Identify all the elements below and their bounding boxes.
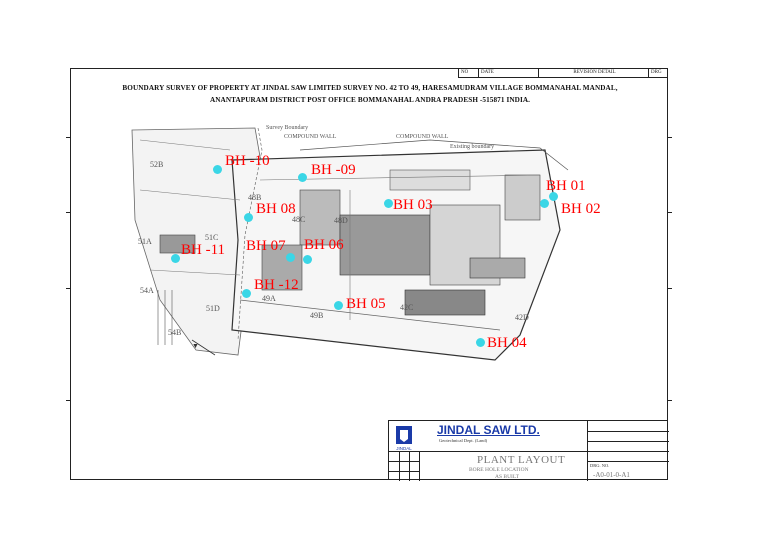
tb-divider xyxy=(587,431,669,432)
tb-divider xyxy=(389,461,419,462)
plot-label: 51A xyxy=(138,237,152,246)
borehole-marker-bh11[interactable] xyxy=(171,254,180,263)
drg-no-label: DRG. NO. xyxy=(590,463,610,468)
drawing-description-2: AS BUILT xyxy=(495,474,520,480)
borehole-label-bh08: BH 08 xyxy=(256,201,296,217)
north-arrow-icon: ▼ xyxy=(192,342,199,350)
borehole-label-bh03: BH 03 xyxy=(393,197,433,213)
borehole-label-bh05: BH 05 xyxy=(346,296,386,312)
borehole-marker-bh03[interactable] xyxy=(384,199,393,208)
borehole-marker-bh09[interactable] xyxy=(298,173,307,182)
plot-label: 48C xyxy=(292,215,306,224)
tb-divider xyxy=(419,451,420,481)
building xyxy=(470,258,525,278)
existing-boundary-label: Existing boundary xyxy=(450,144,495,150)
borehole-marker-bh08[interactable] xyxy=(244,213,253,222)
plot-label: 49A xyxy=(262,294,276,303)
rev-cell-no: NO xyxy=(458,68,478,77)
building xyxy=(390,170,470,190)
drawing-title: PLANT LAYOUT xyxy=(477,454,566,466)
compound-wall-label: COMPOUND WALL xyxy=(284,134,337,140)
borehole-label-bh06: BH 06 xyxy=(304,237,344,253)
company-name: JINDAL SAW LTD. xyxy=(437,423,540,437)
logo-text: JINDAL xyxy=(396,446,412,451)
plot-label: 52B xyxy=(150,160,164,169)
building xyxy=(340,215,430,275)
borehole-label-bh11: BH -11 xyxy=(181,242,226,258)
survey-boundary-label: Survey Boundary xyxy=(266,125,309,131)
survey-title-line-2: ANANTAPURAM DISTRICT POST OFFICE BOMMANAHAL ANDRA PRADESH -515871 INDIA. xyxy=(209,96,531,104)
plot-label: 51D xyxy=(206,304,220,313)
plot-label: 42C xyxy=(400,303,414,312)
borehole-marker-bh06[interactable] xyxy=(303,255,312,264)
compound-wall-label: COMPOUND WALL xyxy=(396,134,449,140)
plot-label: 42D xyxy=(515,313,529,322)
survey-title-line-1: BOUNDARY SURVEY OF PROPERTY AT JINDAL SAW LIMITED SURVEY NO. 42 TO 49, HARESAMUDRAM VILLAGE BOMMANAHAL MANDAL, xyxy=(122,84,618,92)
tb-divider xyxy=(587,441,669,442)
plot-label: 51C xyxy=(205,233,219,242)
drawing-number: -A0-01-0-A1 xyxy=(593,471,630,479)
tb-divider xyxy=(399,451,400,481)
plot-label: 54A xyxy=(140,286,154,295)
borehole-label-bh10: BH -10 xyxy=(225,153,270,169)
borehole-marker-bh10[interactable] xyxy=(213,165,222,174)
company-subtitle: Geotechnical Dept. (Land) xyxy=(439,438,488,443)
borehole-marker-bh04[interactable] xyxy=(476,338,485,347)
title-block xyxy=(388,420,668,480)
borehole-label-bh12: BH -12 xyxy=(254,277,299,293)
jindal-logo-icon xyxy=(393,424,415,452)
plot-label: 49B xyxy=(310,311,324,320)
borehole-marker-bh07[interactable] xyxy=(286,253,295,262)
borehole-label-bh09: BH -09 xyxy=(311,162,356,178)
tb-divider xyxy=(409,451,410,481)
borehole-label-bh04: BH 04 xyxy=(487,335,527,351)
borehole-label-bh02: BH 02 xyxy=(561,201,601,217)
borehole-marker-bh02[interactable] xyxy=(540,199,549,208)
borehole-marker-bh05[interactable] xyxy=(334,301,343,310)
plot-label: 48B xyxy=(248,193,262,202)
drawing-description: BORE HOLE LOCATION xyxy=(469,467,529,473)
tb-divider xyxy=(587,461,669,462)
building xyxy=(505,175,540,220)
plot-label: 54B xyxy=(168,328,182,337)
building xyxy=(405,290,485,315)
rev-cell-date: DATE xyxy=(478,68,538,77)
borehole-label-bh07: BH 07 xyxy=(246,238,286,254)
rev-cell-drg: DRG xyxy=(648,68,668,77)
borehole-marker-bh12[interactable] xyxy=(242,289,251,298)
rev-cell-detail: REVISION DETAIL xyxy=(538,68,648,77)
tb-divider xyxy=(389,471,419,472)
tb-divider xyxy=(587,451,669,452)
borehole-label-bh01: BH 01 xyxy=(546,178,586,194)
plot-label: 48D xyxy=(334,216,348,225)
